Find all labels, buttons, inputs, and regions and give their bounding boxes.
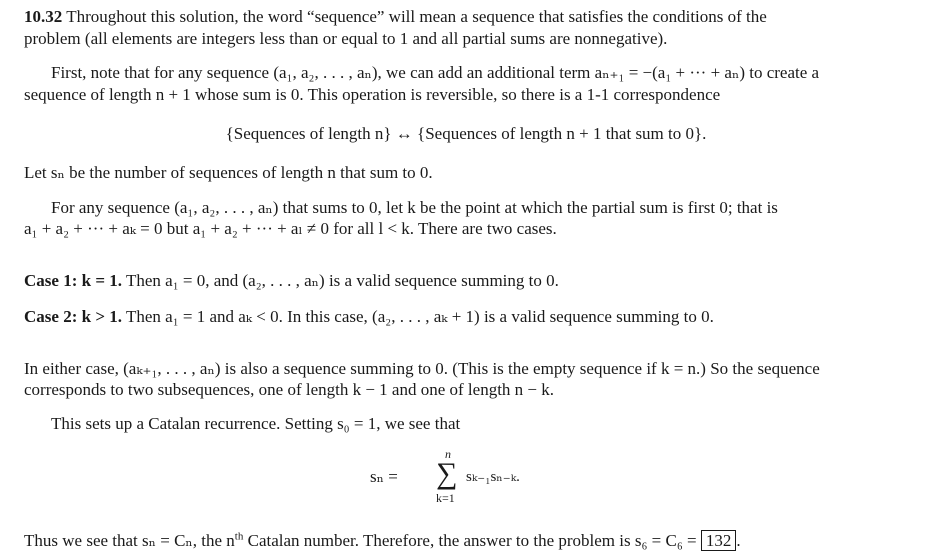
case-1 — [24, 270, 559, 292]
recurrence-formula — [370, 447, 570, 509]
case-2 — [24, 306, 714, 328]
problem-intro-line-1 — [24, 6, 767, 28]
paragraph-1-line-1: First, note that for any sequence (a₁, a₂, . . . , aₙ), we can add an additional term aₙ₊₁ = −(a₁ + ··· + aₙ) to create a — [51, 63, 820, 82]
correspondence-display: {Sequences of length n} ↔ {Sequences of length n + 1 that sum to 0}. — [225, 124, 707, 143]
case-2-condition: k > 1. — [81, 307, 123, 326]
case-2-text: Then a₁ = 1 and aₖ < 0. In this case, (a₂, . . . , aₖ + 1) is a valid sequence summing to 0. — [125, 307, 714, 326]
conclusion-text-b: Catalan number. Therefore, the answer to the problem is s₆ = C₆ = — [243, 531, 701, 550]
conclusion-text-a: Thus we see that sₙ = Cₙ, the n — [24, 531, 235, 550]
paragraph-1-line-2: sequence of length n + 1 whose sum is 0. This operation is reversible, so there is a 1-1 correspondence — [24, 85, 721, 104]
conclusion-line — [24, 530, 741, 552]
sum-upper-limit: n — [445, 447, 451, 461]
formula-lhs: sₙ = — [370, 467, 398, 486]
paragraph-3-line-1: In either case, (aₖ₊₁, . . . , aₙ) is also a sequence summing to 0. (This is the empty sequence if k = n.) So the sequence — [24, 359, 820, 378]
definition-line: Let sₙ be the number of sequences of length n that sum to 0. — [24, 163, 433, 182]
summation-sign: ∑ — [436, 457, 458, 490]
sum-lower-limit: k=1 — [436, 491, 455, 505]
case-1-text: Then a₁ = 0, and (a₂, . . . , aₙ) is a valid sequence summing to 0. — [125, 271, 559, 290]
case-1-condition: k = 1. — [81, 271, 123, 290]
problem-number: 10.32 — [24, 7, 63, 26]
paragraph-3-line-2: corresponds to two subsequences, one of length k − 1 and one of length n − k. — [24, 380, 555, 399]
case-1-label: Case 1: — [24, 271, 78, 290]
conclusion-end: . — [736, 531, 741, 550]
paragraph-2-line-1: For any sequence (a₁, a₂, . . . , aₙ) that sums to 0, let k be the point at which the partial sum is first 0; that is — [51, 198, 778, 217]
paragraph-2-line-2: a₁ + a₂ + ··· + aₖ = 0 but a₁ + a₂ + ··· + aₗ ≠ 0 for all l < k. There are two cases. — [24, 219, 557, 238]
problem-intro-text-a: Throughout this solution, the word “sequence” will mean a sequence that satisfies the conditions of the — [66, 7, 767, 26]
formula-body: sₖ₋₁sₙ₋ₖ. — [466, 469, 520, 485]
catalan-intro-line: This sets up a Catalan recurrence. Setting s₀ = 1, we see that — [51, 414, 461, 433]
ordinal-suffix: th — [234, 530, 244, 543]
problem-intro-line-2: problem (all elements are integers less than or equal to 1 and all partial sums are nonnegative). — [24, 29, 668, 48]
answer-box: 132 — [701, 530, 737, 551]
case-2-label: Case 2: — [24, 307, 78, 326]
